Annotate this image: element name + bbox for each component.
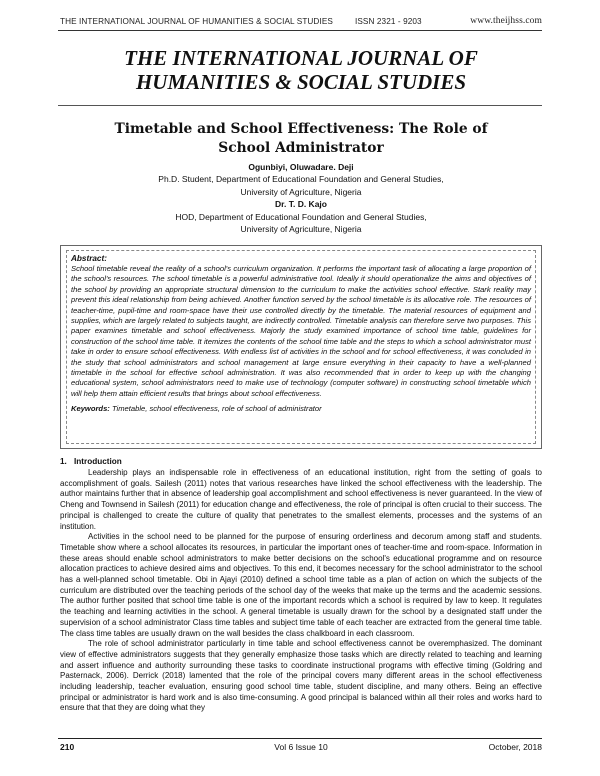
issue-date: October, 2018: [488, 742, 542, 752]
author-name: Dr. T. D. Kajo: [275, 199, 327, 210]
author-block: [60, 161, 542, 235]
header-journal-name: THE INTERNATIONAL JOURNAL OF HUMANITIES & SOCIAL STUDIES: [60, 17, 333, 26]
article-title: [90, 120, 512, 158]
article-title-line-1: Timetable and School Effectiveness: The Role of: [114, 121, 488, 137]
volume-issue: Vol 6 Issue 10: [274, 742, 328, 752]
body-text: [60, 468, 542, 714]
title-divider: [58, 105, 542, 106]
header-website: www.theijhss.com: [470, 16, 542, 26]
author-affiliation: University of Agriculture, Nigeria: [240, 186, 362, 197]
section-number: 1.: [60, 457, 67, 466]
paragraph: Activities in the school need to be planned for the purpose of ensuring orderliness and decorum among staff and students. Timetable show where a school allocates its resources, in particular the important ones of teacher-time and room-space. Information in these areas should enable school administrators to make better decisions on the school's educational programme and on resource allocation practices to achieve desired aims and objectives. To this end, it becomes necessary for the school administrator to the school has a well-planned school timetable. Obi in Ajayi (2010) defined a school time table as a plan of action on which the subjects of the curriculum are distributed over the teaching periods of the school day of the weeks that make up the terms and the academic sessions. The author further posited that school time table is one of the important records which a school is required by law to keep. It regulates the teaching and learning activities in the school. A general timetable is usually drawn for the school by a designated staff under the supervision of a school administrator Class time tables and subject time table of each teacher are extracted from the general time table. The class time tables are usually drawn on the wall besides the class chalkboard in each classroom.: [60, 532, 542, 638]
section-heading: [60, 457, 122, 466]
header-issn: ISSN 2321 - 9203: [355, 17, 422, 26]
journal-title-line-2: HUMANITIES & SOCIAL STUDIES: [135, 70, 467, 94]
article-title-line-2: School Administrator: [218, 140, 384, 156]
paragraph: Leadership plays an indispensable role in effectiveness of an educational institution, right from the setting of goals to accomplishment of goals. Sailesh (2011) notes that various researches have linked the school effectiveness with the leadership. The author maintains further that in absence of leadership goal accomplishment and school effectiveness is never guaranteed. In the view of Cheng and Townsend in Sailesh (2011) for education change and effectiveness, the role of principal is often crucial to their success. The principal is challenged to create the culture of quality that penetrates to the smallest elements, processes and the systems of an institution.: [60, 468, 542, 531]
keywords-label: Keywords:: [71, 404, 110, 414]
section-title: Introduction: [74, 457, 122, 466]
running-header: [60, 15, 542, 35]
journal-title: [60, 46, 542, 94]
journal-title-line-1: THE INTERNATIONAL JOURNAL OF: [124, 46, 478, 70]
header-divider: [58, 30, 542, 31]
author-affiliation: Ph.D. Student, Department of Educational Foundation and General Studies,: [158, 174, 444, 185]
page-number: 210: [60, 742, 75, 752]
author-name: Ogunbiyi, Oluwadare. Deji: [248, 162, 354, 172]
paragraph: The role of school administrator particularly in time table and school effectiveness cannot be overemphasized. The dominant view of effective administrators suggests that they generally emphasize those tasks which are directly related to teaching and learning and assert influence and authority surrounding these tasks to coordinate instructional programs with effective timing (Goldring and Pasternack, 2006). Derrick (2018) lamented that the role of the principal covers many different areas in the school effectiveness including leadership, teacher evaluation, ensuring good school time table, student discipline, and many others. Being an effective principal or administrator is hard work and is also time-consuming. A good principal is balanced within all their roles and works hard to ensure that that they are doing what they: [60, 639, 542, 713]
abstract-box: [60, 245, 542, 449]
abstract-text: School timetable reveal the reality of a school's curriculum organization. It performs the important task of allocating a large proportion of the school's resources. The school timetable is a powerful administrative tool. Ideally it should operationalize the aims and objectives of the school by providing an appropriate structural dimension to the curriculum to make the activities school effective. Stark reality may prevent this ideal relationship from being achieved. Another function served by the school timetable is its allocative role. The resources of teacher-time, pupil-time and room-space have their use controlled directly by the timetable. The material resources of equipment and supplies, which are largely related to subjects taught, are indirectly controlled. Timetable analysis can therefore serve two purposes. This paper examines timetable and school effectiveness. Majorly the study examined importance of school time table, guidelines for construction of the school time table. It itemizes the contents of the school time table and the steps to which a school administrator must take in order to ensure school effectiveness. With endless list of activities in the school and for school effectiveness, it was concluded in the study that school administrators and school management at large ensure everything in their capacity to have a well-planned timetable in the school for effective school administration. It was also recommended that in order to keep up with the changing educational system, school administrators need to make use of technology (computer software) in constructing school timetable which will help them attain efficient results that brings about school effectiveness.: [71, 264, 531, 398]
footer-divider: [58, 738, 542, 739]
abstract-heading: Abstract:: [71, 254, 107, 263]
keywords-text: Timetable, school effectiveness, role of school of administrator: [111, 404, 322, 414]
keywords-line: [71, 404, 531, 414]
abstract-inner-frame: [66, 250, 536, 444]
author-affiliation: University of Agriculture, Nigeria: [240, 224, 362, 235]
author-affiliation: HOD, Department of Educational Foundation and General Studies,: [175, 211, 427, 222]
